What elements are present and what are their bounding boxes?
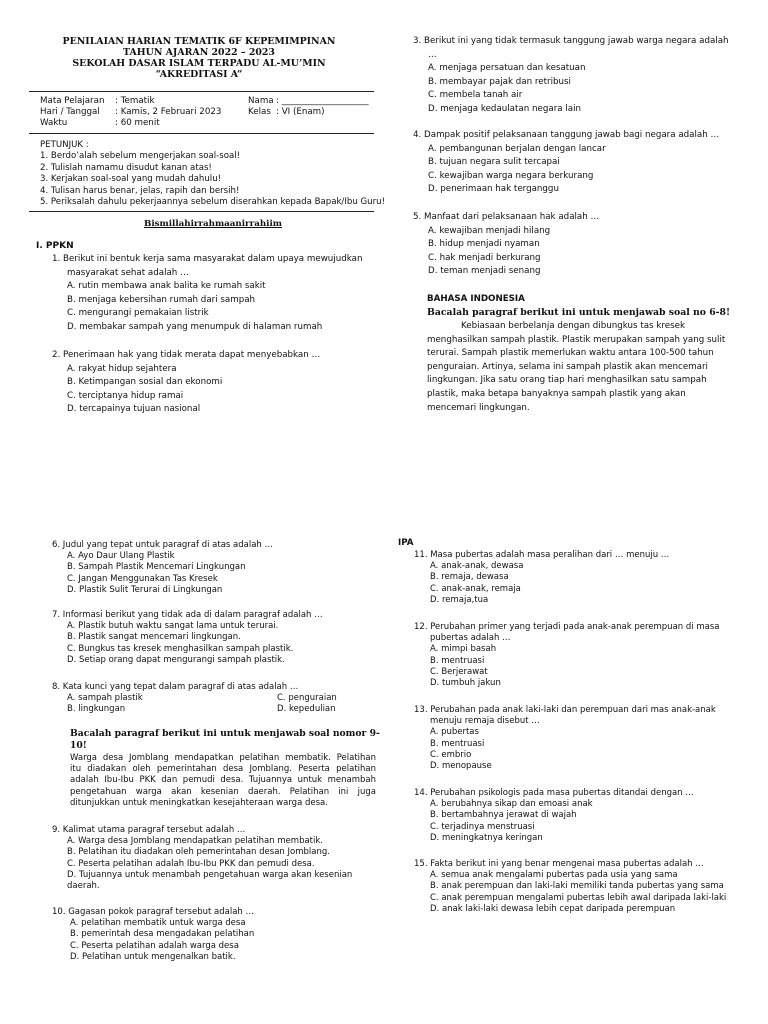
section-title-bahasa: BAHASA INDONESIA [427, 294, 525, 304]
answer-option[interactable]: C. terjadinya menstruasi [430, 821, 535, 832]
reading-instruction: Bacalah paragraf berikut ini untuk menjawab soal no 6-8! [427, 307, 731, 318]
date-value: : Kamis, 2 Februari 2023 [115, 107, 222, 117]
answer-option[interactable]: B. Ketimpangan sosial dan ekonomi [67, 377, 223, 388]
subject-value: : Tematik [115, 96, 155, 106]
answer-option[interactable]: A. pelatihan membatik untuk warga desa [70, 918, 246, 929]
question-9 [52, 825, 352, 892]
answer-option[interactable]: A. semua anak mengalami pubertas pada usia yang sama [430, 870, 678, 881]
answer-option[interactable]: B. bertambahnya jerawat di wajah [430, 810, 577, 821]
answer-option[interactable]: D. remaja,tua [430, 594, 489, 605]
section-title-ipa: IPA [398, 538, 414, 548]
paragraph-line: plastik, maka betapa banyaknya sampah plastik yang akan [427, 388, 686, 399]
class-label: Kelas [248, 107, 271, 117]
question-stem: 10. Gagasan pokok paragraf tersebut adalah … [52, 907, 254, 917]
answer-option[interactable]: C. Peserta pelatihan adalah warga desa [70, 940, 239, 951]
question-stem: 2. Penerimaan hak yang tidak merata dapat menyebabkan … [52, 350, 321, 360]
answer-option[interactable]: D. Tujuannya untuk menambah pengetahuan warga akan kesenian [67, 869, 353, 880]
answer-option[interactable]: A. Ayo Daur Ulang Plastik [67, 551, 175, 562]
answer-option[interactable]: A. menjaga persatuan dan kesatuan [428, 63, 586, 74]
header-line-4: “AKREDITASI A” [155, 69, 243, 80]
reading-instruction-2 [70, 728, 380, 752]
question-stem: pubertas adalah … [430, 633, 511, 644]
answer-option[interactable]: B. lingkungan [67, 704, 126, 715]
answer-option[interactable]: B. tujuan negara sulit tercapai [428, 157, 560, 168]
header-line-1: PENILAIAN HARIAN TEMATIK 6F KEPEMIMPINAN [62, 36, 336, 47]
question-15 [414, 859, 726, 915]
paragraph-line: penguraian. Artinya, selama ini sampah plastik akan mencemari [427, 361, 708, 372]
paragraph-line: menghasilkan sampah plastik. Plastik merupakan sampah yang sulit [427, 334, 726, 345]
paragraph-line: pengetahuan warga akan kesenian daerah. Pelatihan ini juga [70, 786, 376, 797]
question-3 [413, 35, 729, 117]
answer-option[interactable]: A. sampah plastik [67, 693, 143, 704]
question-stem: 5. Manfaat dari pelaksanaan hak adalah … [413, 212, 600, 222]
question-4 [413, 129, 719, 197]
question-stem: 12. Perubahan primer yang terjadi pada anak-anak perempuan di masa [414, 622, 720, 632]
question-stem: 7. Informasi berikut yang tidak ada di dalam paragraf adalah … [52, 610, 323, 620]
answer-option[interactable]: A. rutin membawa anak balita ke rumah sakit [67, 281, 266, 292]
answer-option-continued: daerah. [67, 881, 100, 892]
question-stem: 13. Perubahan pada anak laki-laki dan perempuan dari mas anak-anak [414, 705, 716, 715]
question-14 [414, 788, 694, 844]
instructions-divider [29, 211, 374, 212]
paragraph-line: ditunjukkan untuk meningkatkan kesejahteraan warga desa. [70, 797, 328, 808]
answer-option[interactable]: D. menopause [430, 761, 492, 772]
date-label: Hari / Tanggal [40, 107, 100, 117]
answer-option[interactable]: A. Plastik butuh waktu sangat lama untuk terurai. [67, 621, 279, 632]
reading-paragraph [427, 320, 725, 415]
answer-option[interactable]: C. mengurangi pemakaian listrik [67, 308, 209, 319]
question-7 [52, 610, 323, 666]
paragraph-line: adalah Ibu-Ibu PKK dan pemudi desa. Tujuannya untuk menambah [70, 775, 376, 786]
answer-option[interactable]: D. menjaga kedaulatan negara lain [428, 103, 582, 114]
answer-option[interactable]: C. terciptanya hidup ramai [67, 390, 184, 401]
question-1 [52, 253, 362, 335]
answer-option[interactable]: B. Pelatihan itu diadakan oleh pemerintahan desan Jomblang. [67, 847, 330, 858]
answer-option[interactable]: C. hak menjadi berkurang [428, 252, 541, 263]
answer-option[interactable]: D. tercapainya tujuan nasional [67, 404, 201, 415]
answer-option[interactable]: B. menjaga kebersihan rumah dari sampah [67, 294, 256, 305]
answer-option[interactable]: C. anak-anak, remaja [430, 583, 521, 594]
header-line-2: TAHUN AJARAN 2022 – 2023 [123, 47, 275, 58]
question-stem: 4. Dampak positif pelaksanaan tanggung jawab bagi negara adalah … [413, 130, 720, 140]
paragraph-line: terurai. Sampah plastik memerlukan waktu antara 100-500 tahun [427, 348, 714, 359]
answer-option[interactable]: A. pembangunan berjalan dengan lancar [428, 143, 606, 154]
name-field[interactable]: : ____________________ [276, 96, 369, 106]
answer-option[interactable]: B. Sampah Plastik Mencemari Lingkungan [67, 562, 246, 573]
answer-option[interactable]: C. kewajiban warga negara berkurang [428, 170, 594, 181]
instructions [40, 140, 385, 208]
answer-option[interactable]: A. anak-anak, dewasa [430, 561, 524, 572]
name-label: Nama [248, 96, 274, 106]
answer-option[interactable]: D. meningkatnya keringan [430, 832, 543, 843]
answer-option[interactable]: C. Peserta pelatihan adalah Ibu-Ibu PKK dan pemudi desa. [67, 858, 315, 869]
answer-option[interactable]: D. Pelatihan untuk mengenalkan batik. [70, 951, 236, 962]
answer-option[interactable]: D. teman menjadi senang [428, 266, 541, 277]
header-line-3: SEKOLAH DASAR ISLAM TERPADU AL-MU’MIN [72, 58, 326, 69]
question-stem: 9. Kalimat utama paragraf tersebut adalah … [52, 825, 246, 835]
instruction-item: 5. Periksalah dahulu pekerjaannya sebelum diserahkan kepada Bapak/Ibu Guru! [40, 197, 386, 208]
question-stem: masyarakat sehat adalah … [67, 267, 189, 278]
answer-option[interactable]: C. Jangan Menggunakan Tas Kresek [67, 573, 218, 584]
answer-option[interactable]: C. Berjerawat [430, 666, 488, 677]
question-stem: 1. Berikut ini bentuk kerja sama masyarakat dalam upaya mewujudkan [52, 254, 363, 264]
answer-option[interactable]: B. anak perempuan dan laki-laki memiliki tanda pubertas yang sama [430, 881, 724, 892]
question-stem: 8. Kata kunci yang tepat dalam paragraf di atas adalah … [52, 682, 299, 692]
answer-option[interactable]: C. Bungkus tas kresek menghasilkan sampah plastik. [67, 643, 294, 654]
paragraph-line: mencemari lingkungan. [427, 402, 530, 413]
answer-option[interactable]: D. penerimaan hak terganggu [428, 184, 559, 195]
answer-option[interactable]: A. Warga desa Jomblang mendapatkan pelatihan membatik. [67, 836, 323, 847]
answer-option[interactable]: A. mimpi basah [430, 644, 497, 655]
section-title-ppkn: I. PPKN [36, 241, 74, 251]
question-stem: 15. Fakta berikut ini yang benar mengenai masa pubertas adalah … [414, 859, 704, 869]
instructions-title: PETUNJUK : [40, 140, 89, 150]
answer-option[interactable]: D. tumbuh jakun [430, 678, 501, 689]
answer-option[interactable]: B. pemerintah desa mengadakan pelatihan [70, 929, 255, 940]
answer-option[interactable]: D. Setiap orang dapat mengurangi sampah plastik. [67, 654, 285, 665]
paragraph-line: itu diadakan oleh pemerintahan desa Jomblang. Peserta pelatihan [70, 764, 376, 775]
class-value: : VI (Enam) [276, 107, 325, 117]
question-stem: 3. Berikut ini yang tidak termasuk tanggung jawab warga negara adalah [413, 36, 729, 46]
answer-option[interactable]: C. penguraian [277, 693, 337, 704]
question-2 [52, 349, 320, 417]
info-divider [29, 133, 374, 134]
question-13 [414, 705, 716, 772]
answer-option[interactable]: A. berubahnya sikap dan emoasi anak [430, 799, 593, 810]
question-11 [414, 550, 669, 606]
paragraph-line: Warga desa Jomblang mendapatkan pelatihan membatik. Pelatihan [70, 753, 376, 763]
answer-option[interactable]: A. pubertas [430, 727, 479, 738]
answer-option[interactable]: A. rakyat hidup sejahtera [67, 363, 177, 374]
subject-label: Mata Pelajaran [40, 96, 105, 106]
question-stem: 14. Perubahan psikologis pada masa pubertas ditandai dengan … [414, 788, 694, 798]
answer-option[interactable]: B. remaja, dewasa [430, 572, 509, 583]
answer-option[interactable]: D. membakar sampah yang menumpuk di halaman rumah [67, 321, 323, 332]
instruction-item: 2. Tulislah namamu disudut kanan atas! [40, 162, 212, 173]
paragraph-line: lingkungan. Jika satu orang tiap hari menghasilkan satu sampah [427, 375, 707, 386]
question-5 [413, 211, 599, 279]
answer-option[interactable]: D. anak laki-laki dewasa lebih cepat daripada perempuan [430, 903, 676, 914]
question-stem: menuju remaja disebut … [430, 716, 540, 727]
exam-header [29, 36, 369, 80]
answer-option[interactable]: D. Plastik Sulit Terurai di Lingkungan [67, 584, 223, 595]
question-stem: … [428, 49, 437, 60]
instruction-line: 10! [70, 740, 87, 751]
time-value: : 60 menit [115, 118, 160, 128]
answer-option[interactable]: B. hidup menjadi nyaman [428, 239, 540, 250]
answer-option[interactable]: D. kepedulian [277, 704, 336, 715]
question-6 [52, 540, 273, 596]
header-divider [29, 91, 374, 92]
question-stem: 11. Masa pubertas adalah masa peralihan dari … menuju … [414, 550, 670, 560]
time-label: Waktu [40, 118, 68, 128]
answer-option[interactable]: B. mentruasi [430, 738, 485, 749]
question-stem: 6. Judul yang tepat untuk paragraf di atas adalah … [52, 540, 274, 550]
answer-option[interactable]: C. membela tanah air [428, 90, 523, 101]
answer-option[interactable]: A. kewajiban menjadi hilang [428, 225, 551, 236]
answer-option[interactable]: C. embrio [430, 749, 472, 760]
question-10 [52, 907, 254, 963]
instruction-item: 1. Berdo’alah sebelum mengerjakan soal-soal! [40, 151, 241, 162]
reading-paragraph-2 [70, 753, 376, 809]
instruction-line: Bacalah paragraf berikut ini untuk menjawab soal nomor 9- [70, 728, 380, 739]
answer-option[interactable]: C. anak perempuan mengalami pubertas lebih awal daripada laki-laki [430, 892, 727, 903]
answer-option[interactable]: B. membayar pajak dan retribusi [428, 76, 571, 87]
question-12 [414, 622, 719, 689]
instruction-item: 3. Kerjakan soal-soal yang mudah dahulu! [40, 174, 222, 185]
instruction-item: 4. Tulisan harus benar, jelas, rapih dan bersih! [40, 185, 240, 196]
paragraph-line: Kebiasaan berbelanja dengan dibungkus tas kresek [461, 321, 686, 331]
bismillah-heading: Bismillahirrahmaanirrahiim [144, 219, 282, 229]
answer-option[interactable]: B. mentruasi [430, 655, 485, 666]
answer-option[interactable]: B. Plastik sangat mencemari lingkungan. [67, 632, 241, 643]
question-8 [52, 682, 382, 716]
